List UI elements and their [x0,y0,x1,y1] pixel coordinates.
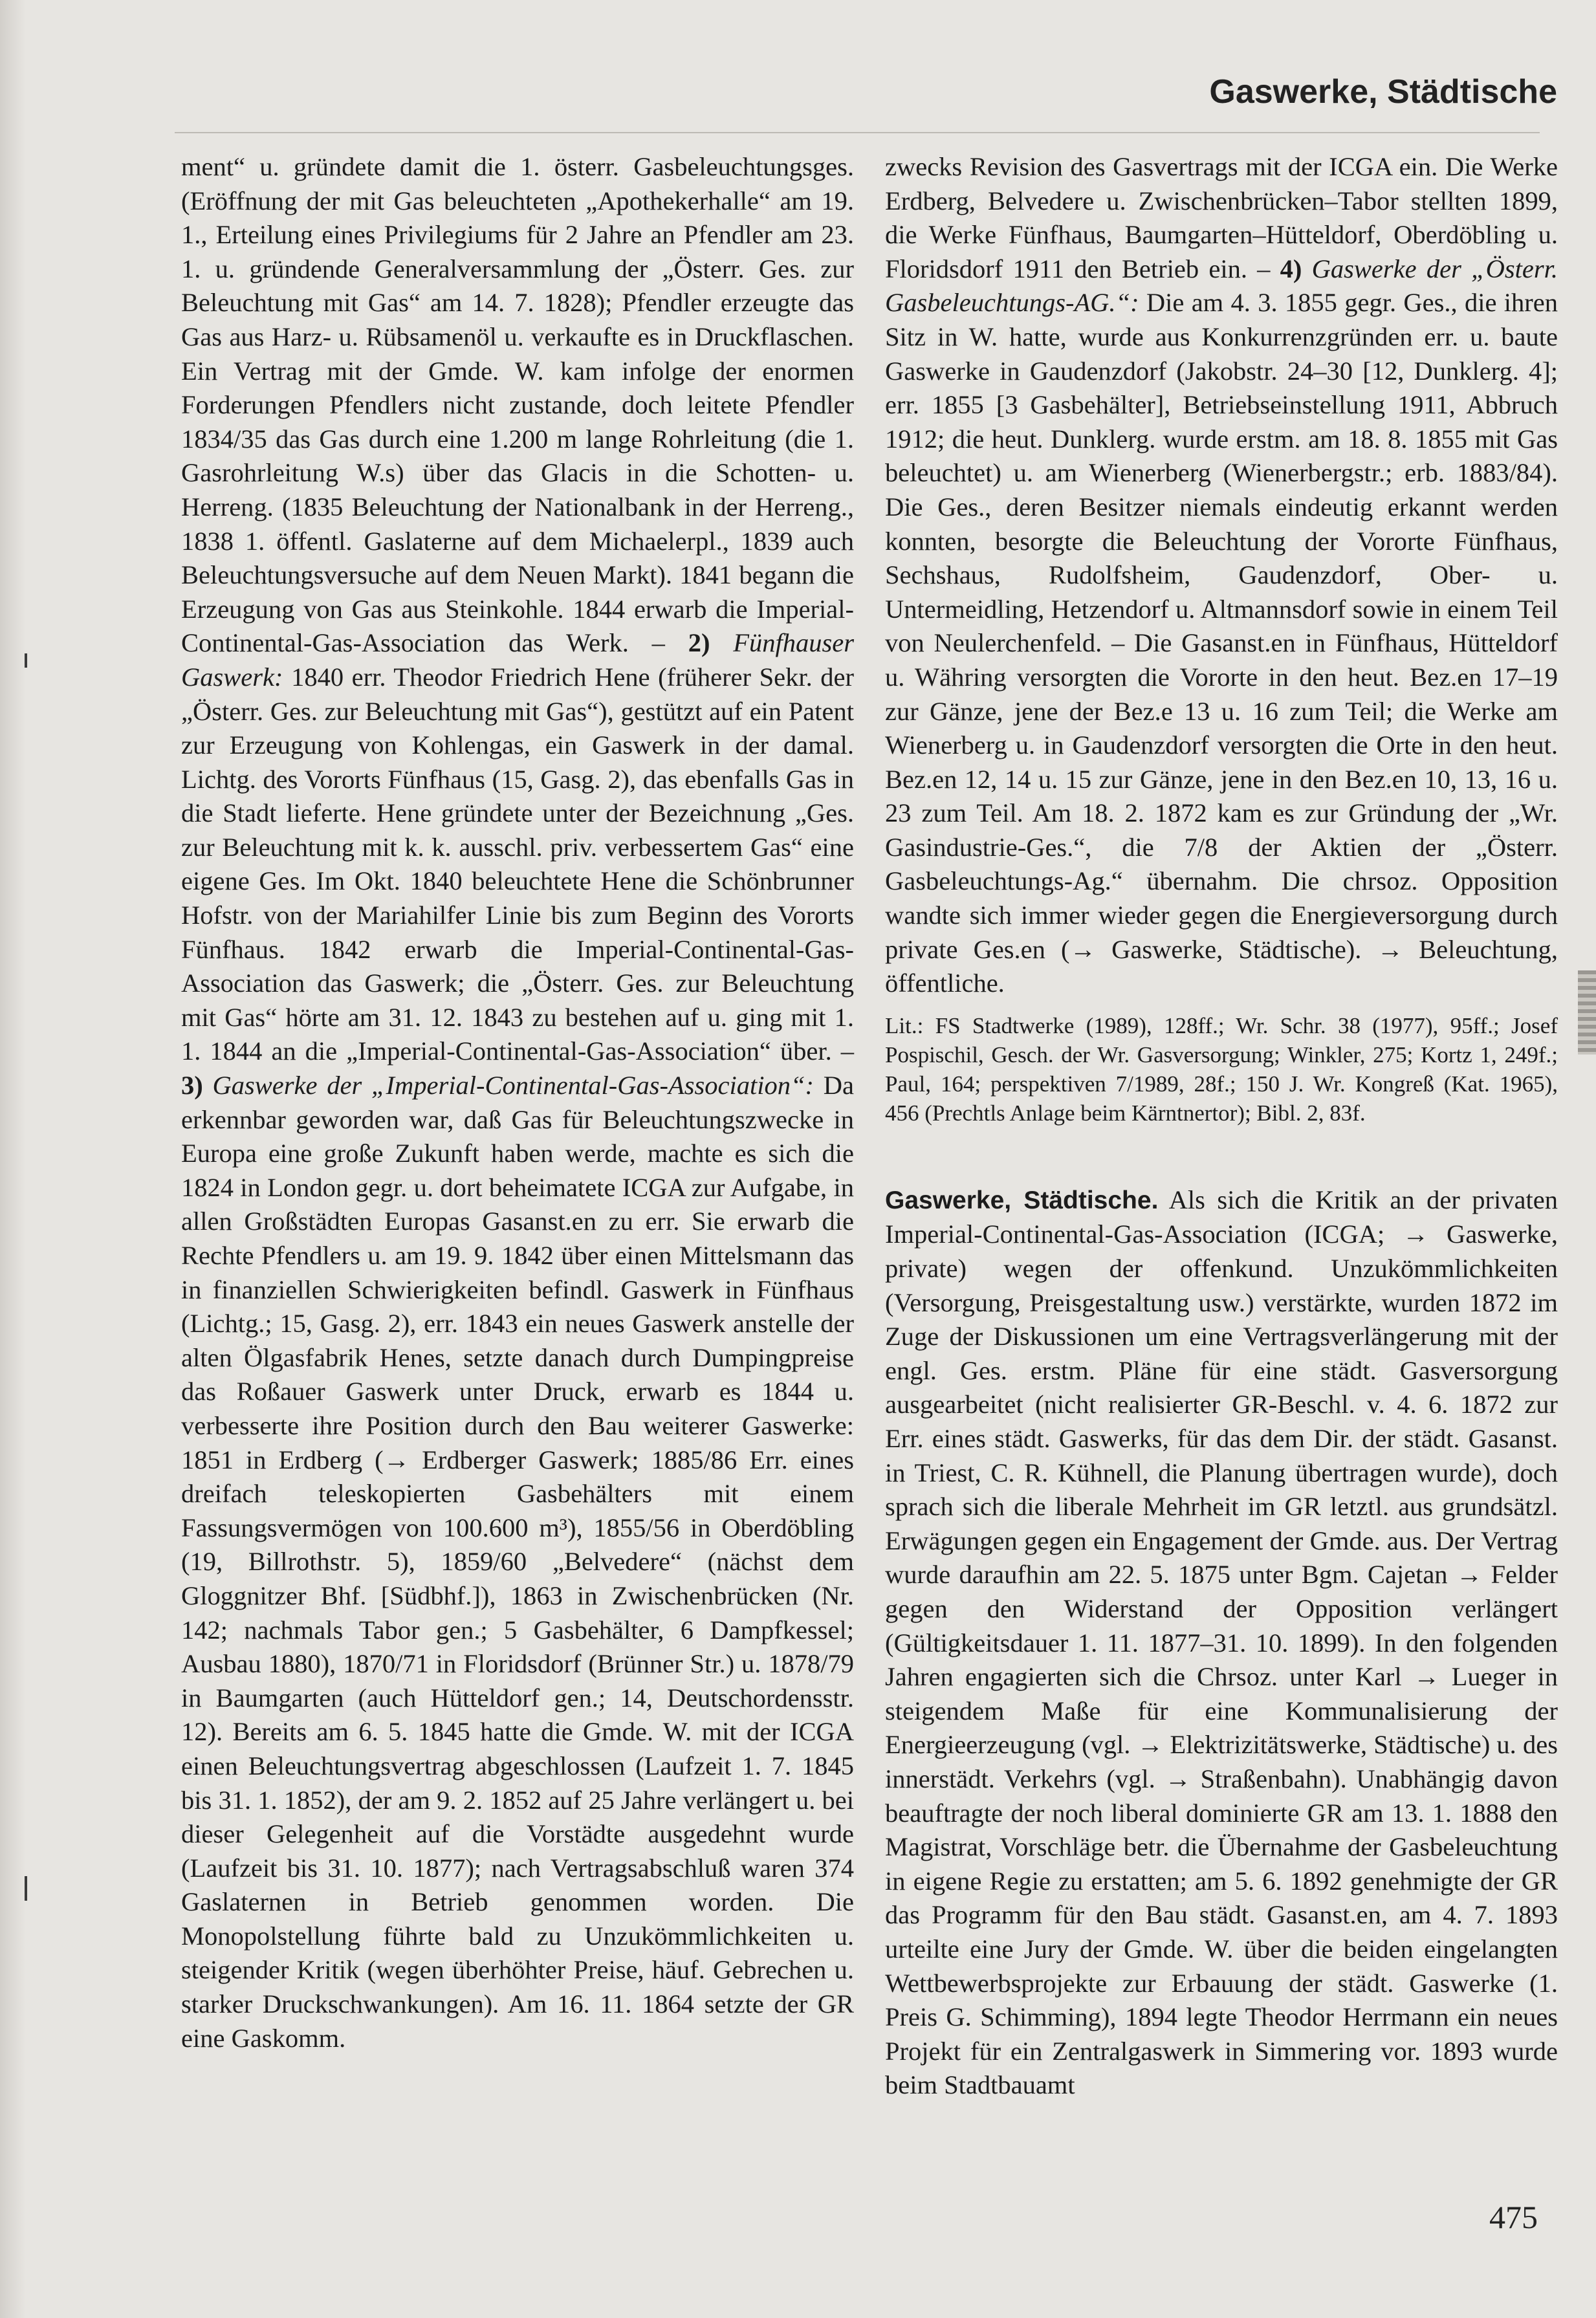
section-title: Fünfhauser Gaswerk: [181,628,855,692]
text-run: Die am 4. 3. 1855 gegr. Ges., die ihren Sitz in W. hatte, wurde aus Konkurrenzgründen err. u. baute Gaswerke in Gaudenzdorf (Jakobstr. 24–30 [12, Dunklerg. 4]; err. 1855 [3 Gasbehälter], Betriebseinstellung 1911, Abbruch 1912; die heut. Dunklerg. wurde erstm. am 18. 8. 1855 mit Gas beleuchtet) u. am Wienerberg (Wienerbergstr.; erb. 1883/84). Die Ges., deren Besitzer niemals eindeutig erkannt werden konnten, besorgte die Beleuchtung der Vororte Fünfhaus, Sechshaus, Rudolfsheim, Gaudenzdorf, Ober- u. Untermeidling, Hetzendorf u. Altmannsdorf sowie in einem Teil von Neulerchenfeld. – Die Gasanst.en in Fünfhaus, Hütteldorf u. Währing versorgten die Vororte in den heut. Bez.en 17–19 zur Gänze, jene der Bez.e 13 u. 16 zum Teil; die Werke am Wienerberg u. in Gaudenzdorf versorgten die Orte in den heut. Bez.en 12, 14 u. 15 zur Gänze, jene in den Bez.en 10, 13, 16 u. 23 zum Teil. Am 18. 2. 1872 kam es zur Gründung der „Wr. Gasindustrie-Ges.“, die 7/8 der Aktien der „Österr. Gasbeleuchtungs-Ag.“ übernahm. Die chrsoz. Opposition wandte sich immer wieder gegen die Energieversorgung durch private Ges.en (→ Gaswerke, Städtische). → Beleuchtung, öffentliche. [885,288,1558,998]
entry-text: Als sich die Kritik an der privaten Imperial-Continental-Gas-Association (ICGA; → Gaswerke, private) wegen der offenkund. Unzukömmlichkeiten (Versorgung, Preisgestaltung usw.) verstärkte, wurden 1872 im Zuge der Diskussionen um eine Vertragsverlängerung mit der engl. Ges. erstm. Pläne für eine städt. Gasversorgung ausgearbeitet (nicht realisierter GR-Beschl. v. 4. 6. 1872 zur Err. eines städt. Gaswerks, für das dem Dir. der städt. Gasanst. in Triest, C. R. Kühnell, die Planung übertragen wurde), doch sprach sich die liberale Mehrheit im GR letztl. aus grundsätzl. Erwägungen gegen ein Engagement der Gmde. aus. Der Vertrag wurde daraufhin am 22. 5. 1875 unter Bgm. Cajetan → Felder gegen den Widerstand der Opposition verlängert (Gültigkeitsdauer 1. 11. 1877–31. 10. 1899). In den folgenden Jahren engagierten sich die Chrsoz. unter Karl → Lueger in steigendem Maße für eine Kommunalisierung der Energieerzeugung (vgl. → Elektrizitätswerke, Städtische) u. des innerstädt. Verkehrs (vgl. → Straßenbahn). Unabhängig davon beauftragte der noch liberal dominierte GR am 13. 1. 1888 den Magistrat, Vorschläge betr. die Übernahme der Gasbeleuchtung in eigene Regie zu erstatten; am 5. 6. 1892 genehmigte der GR das Programm für den Bau städt. Gasanst.en, am 4. 7. 1893 urteilte eine Jury der Gmde. W. über die beiden eingelangten Wettbewerbsprojekte zur Erbauung der städt. Gaswerke (1. Preis G. Schimming), 1894 legte Theodor Herrmann ein neues Projekt für ein Zentralgaswerk in Simmering vor. 1893 wurde beim Stadtbauamt [885,1185,1558,2100]
left-paragraph [181,150,854,2055]
section-number: 4) [1280,254,1302,283]
text-run: Da erkennbar geworden war, daß Gas für Beleuchtungszwecke in Europa eine große Zukunft haben werde, machte es sich die 1824 in London gegr. u. dort beheimatete ICGA zur Aufgabe, in allen Großstädten Europas Gasanst.en zu err. Sie erwarb die Rechte Pfendlers u. am 19. 9. 1842 über einen Mittelsmann das in finanziellen Schwierigkeiten befindl. Gaswerk in Fünfhaus (Lichtg.; 15, Gasg. 2), err. 1843 ein neues Gaswerk anstelle der alten Ölgasfabrik Henes, setzte danach durch Dumpingpreise das Roßauer Gaswerk unter Druck, erwarb es 1844 u. verbesserte ihre Position durch den Bau weiterer Gaswerke: 1851 in Erdberg (→ Erdberger Gaswerk; 1885/86 Err. eines dreifach teleskopierten Gasbehälters mit einem Fassungsvermögen von 100.600 m³), 1855/56 in Oberdöbling (19, Billrothstr. 5), 1859/60 „Belvedere“ (nächst dem Gloggnitzer Bhf. [Südbhf.]), 1863 in Zwischenbrücken (Nr. 142; nachmals Tabor gen.; 5 Gasbehälter, 6 Dampfkessel; Ausbau 1880), 1870/71 in Floridsdorf (Brünner Str.) u. 1878/79 in Baumgarten (auch Hütteldorf gen.; 14, Deutschordensstr. 12). Bereits am 6. 5. 1845 hatte die Gmde. W. mit der ICGA einen Beleuchtungsvertrag abgeschlossen (Laufzeit 1. 7. 1845 bis 31. 1. 1852), der am 9. 2. 1852 auf 25 Jahre verlängert u. bei dieser Gelegenheit auf die Vorstädte ausgedehnt wurde (Laufzeit bis 31. 10. 1877); nach Vertragsabschluß waren 374 Gaslaternen in Betrieb genommen worden. Die Monopolstellung führte bald zu Unzukömmlichkeiten u. steigender Kritik (wegen überhöhter Preise, häuf. Gebrechen u. starker Druckschwankungen). Am 16. 11. 1864 setzte der GR eine Gaskomm. [181,1071,855,2053]
page-number: 475 [1489,2199,1538,2235]
scan-mark [25,1876,27,1901]
section-number: 3) [181,1071,203,1100]
section-title: Gaswerke der „Österr. Gasbeleuchtungs-AG.“: [885,254,1558,318]
text-run: zwecks Revision des Gasvertrags mit der ICGA ein. Die Werke Erdberg, Belvedere u. Zwischenbrücken–Tabor stellten 1899, die Werke Fünfhaus, Baumgarten–Hütteldorf, Oberdöbling u. Floridsdorf 1911 den Betrieb ein. – [885,152,1558,283]
left-column [181,150,854,2055]
right-paragraph [885,150,1558,1001]
text-run: 1840 err. Theodor Friedrich Hene (früherer Sekr. der „Österr. Ges. zur Beleuchtung mit Gas“), gestützt auf ein Patent zur Erzeugung von Kohlengas, ein Gaswerk in der damal. Lichtg. des Vororts Fünfhaus (15, Gasg. 2), das ebenfalls Gas in die Stadt lieferte. Hene gründete unter der Bezeichnung „Ges. zur Beleuchtung mit k. k. ausschl. priv. verbessertem Gas“ eine eigene Ges. Im Okt. 1840 beleuchtete Hene die Schönbrunner Hofstr. von der Mariahilfer Linie bis zum Beginn des Vororts Fünfhaus. 1842 erwarb die Imperial-Continental-Gas-Association das Gaswerk; die „Österr. Ges. zur Beleuchtung mit Gas“ hörte am 31. 12. 1843 zu bestehen auf u. ging mit 1. 1. 1844 an die „Imperial-Continental-Gas-Association“ über. – [181,662,854,1066]
thumb-index-tab [1578,970,1596,1055]
encyclopedia-entry [885,1183,1558,2103]
running-head: Gaswerke, Städtische [1209,73,1557,111]
right-column [885,150,1558,2103]
text-run: ment“ u. gründete damit die 1. österr. Gasbeleuchtungsges. (Eröffnung der mit Gas beleuchteten „Apothekerhalle“ am 19. 1., Erteilung eines Privilegiums für 2 Jahre an Pfendler am 23. 1. u. gründende Generalversammlung der „Österr. Ges. zur Beleuchtung mit Gas“ am 14. 7. 1828); Pfendler erzeugte das Gas aus Harz- u. Rübsamenöl u. verkaufte es in Druckflaschen. Ein Vertrag mit der Gmde. W. kam infolge der enormen Forderungen Pfendlers nicht zustande, doch leitete Pfendler 1834/35 das Gas durch eine 1.200 m lange Rohrleitung (die 1. Gasrohrleitung W.s) über das Glacis in die Schotten- u. Herreng. (1835 Beleuchtung der Nationalbank in der Herreng., 1838 1. öffentl. Gaslaterne auf dem Michaelerpl., 1839 auch Beleuchtungsversuche auf dem Neuen Markt). 1841 begann die Erzeugung von Gas aus Steinkohle. 1844 erwarb die Imperial-Continental-Gas-Association das Werk. – [181,152,854,658]
scan-mark [25,653,27,668]
entry-title: Gaswerke, Städtische. [885,1186,1159,1214]
section-title: Gaswerke der „Imperial-Continental-Gas-Association“: [212,1071,814,1100]
header-rule [175,132,1540,133]
literature-block: Lit.: FS Stadtwerke (1989), 128ff.; Wr. Schr. 38 (1977), 95ff.; Josef Pospischil, Gesch. der Wr. Gasversorgung; Winkler, 275; Kortz 1, 249f.; Paul, 164; perspektiven 7/1989, 28f.; 150 J. Wr. Kongreß (Kat. 1965), 456 (Prechtls Anlage beim Kärntnertor); Bibl. 2, 83f. [885,1012,1558,1126]
section-number: 2) [688,628,710,658]
page-gutter-shadow [0,0,26,2318]
